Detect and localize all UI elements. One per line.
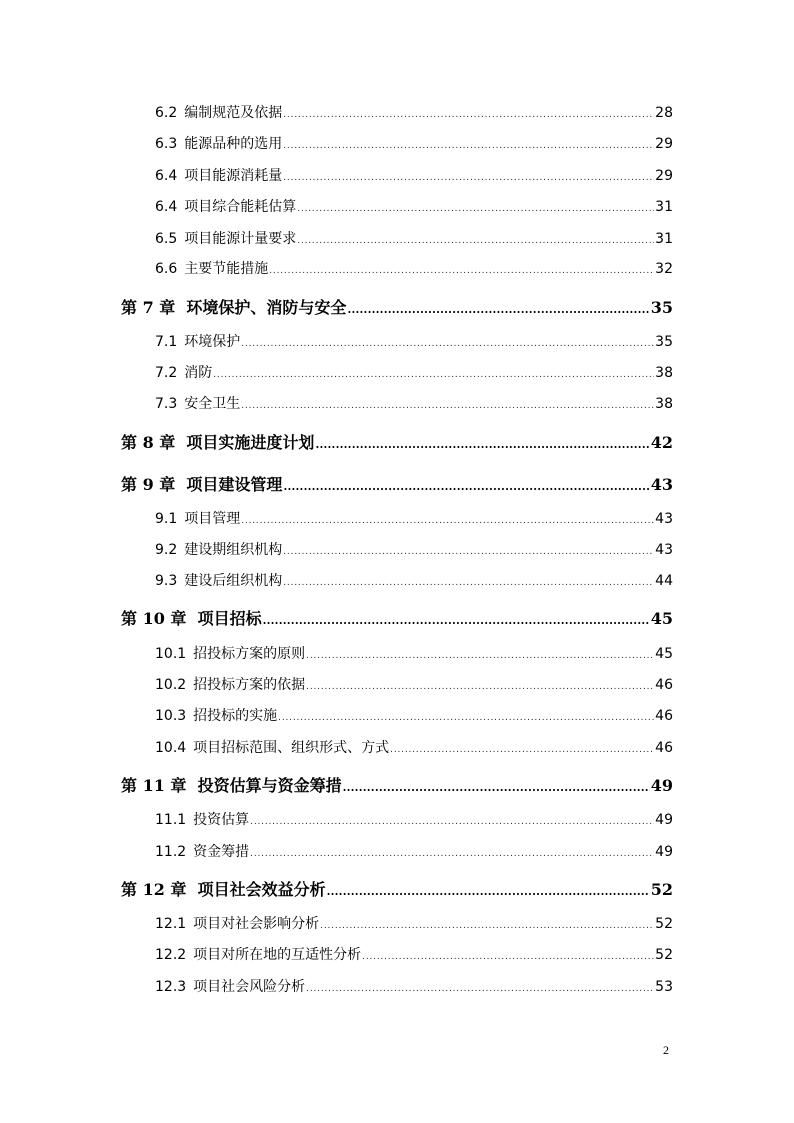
- toc-chapter-entry[interactable]: [121, 773, 673, 796]
- section-title: 项目招标范围、组织形式、方式: [193, 740, 390, 756]
- dot-leader: [306, 979, 654, 993]
- toc-entry[interactable]: [155, 976, 673, 996]
- section-title: 项目综合能耗估算: [184, 199, 297, 215]
- page-ref: 31: [655, 199, 673, 215]
- section-number: 10.4: [155, 740, 187, 756]
- page-ref: 46: [655, 708, 673, 724]
- section-title: 资金筹措: [193, 844, 250, 860]
- dot-leader: [283, 105, 654, 119]
- toc-entry[interactable]: [155, 643, 673, 663]
- chapter-title: 投资估算与资金筹措: [197, 776, 342, 795]
- page-ref: 35: [650, 298, 673, 317]
- section-title: 安全卫生: [184, 396, 241, 412]
- dot-leader: [297, 199, 654, 213]
- toc-entry[interactable]: [155, 944, 673, 964]
- dot-leader: [213, 365, 654, 379]
- dot-leader: [315, 433, 649, 449]
- page-ref: 46: [655, 740, 673, 756]
- section-title: 项目对社会影响分析: [193, 916, 320, 932]
- toc-chapter-entry[interactable]: [121, 606, 673, 629]
- page-ref: 43: [650, 475, 673, 494]
- chapter-title: 项目社会效益分析: [197, 880, 326, 899]
- toc-entry[interactable]: [155, 539, 673, 559]
- chapter-title: 项目建设管理: [186, 475, 283, 494]
- section-number: 12.3: [155, 979, 187, 995]
- section-title: 项目对所在地的互适性分析: [193, 947, 362, 963]
- chapter-title: 环境保护、消防与安全: [186, 298, 347, 317]
- dot-leader: [306, 677, 654, 691]
- dot-leader: [283, 475, 649, 491]
- toc-entry[interactable]: [155, 913, 673, 933]
- section-number: 10.1: [155, 646, 187, 662]
- toc-entry[interactable]: [155, 102, 673, 122]
- section-number: 12.2: [155, 947, 187, 963]
- dot-leader: [283, 168, 654, 182]
- section-number: 10.3: [155, 708, 187, 724]
- page-ref: 29: [655, 136, 673, 152]
- chapter-title: 项目招标: [197, 609, 262, 628]
- page-ref: 31: [655, 231, 673, 247]
- section-number: 7.1: [155, 334, 178, 350]
- toc-entry[interactable]: [155, 133, 673, 153]
- page-ref: 38: [655, 396, 673, 412]
- toc-entry[interactable]: [155, 674, 673, 694]
- section-number: 10.2: [155, 677, 187, 693]
- dot-leader: [390, 740, 654, 754]
- page-ref: 52: [650, 880, 673, 899]
- toc-entry[interactable]: [155, 737, 673, 757]
- page-ref: 29: [655, 168, 673, 184]
- toc-entry[interactable]: [155, 196, 673, 216]
- section-title: 环境保护: [184, 334, 241, 350]
- page-ref: 42: [650, 433, 673, 452]
- toc-chapter-entry[interactable]: [121, 877, 673, 900]
- toc-entry[interactable]: [155, 165, 673, 185]
- dot-leader: [283, 136, 654, 150]
- section-number: 6.6: [155, 261, 178, 277]
- page-ref: 49: [650, 776, 673, 795]
- dot-leader: [263, 609, 650, 625]
- section-number: 7.3: [155, 396, 178, 412]
- page-ref: 35: [655, 334, 673, 350]
- toc-entry[interactable]: [155, 809, 673, 829]
- dot-leader: [250, 844, 654, 858]
- section-title: 招投标的实施: [193, 708, 278, 724]
- page-ref: 38: [655, 365, 673, 381]
- dot-leader: [241, 396, 654, 410]
- section-title: 投资估算: [193, 812, 250, 828]
- section-title: 消防: [184, 365, 213, 381]
- page-ref: 52: [655, 916, 673, 932]
- page-ref: 46: [655, 677, 673, 693]
- chapter-number: 第 7 章: [121, 298, 176, 317]
- toc-entry[interactable]: [155, 258, 673, 278]
- page-ref: 45: [650, 609, 673, 628]
- dot-leader: [362, 947, 654, 961]
- toc-entry[interactable]: [155, 508, 673, 528]
- section-number: 11.1: [155, 812, 187, 828]
- section-number: 6.4: [155, 168, 178, 184]
- section-title: 项目能源计量要求: [184, 231, 297, 247]
- section-number: 11.2: [155, 844, 187, 860]
- toc-chapter-entry[interactable]: [121, 295, 673, 318]
- toc-chapter-entry[interactable]: [121, 430, 673, 453]
- dot-leader: [297, 231, 654, 245]
- section-number: 9.3: [155, 573, 178, 589]
- toc-entry[interactable]: [155, 570, 673, 590]
- toc-entry[interactable]: [155, 841, 673, 861]
- section-title: 招投标方案的依据: [193, 677, 306, 693]
- dot-leader: [306, 646, 654, 660]
- section-title: 项目社会风险分析: [193, 979, 306, 995]
- page-ref: 52: [655, 947, 673, 963]
- section-number: 6.3: [155, 136, 178, 152]
- dot-leader: [269, 261, 654, 275]
- toc-entry[interactable]: [155, 393, 673, 413]
- dot-leader: [250, 812, 654, 826]
- section-title: 项目管理: [184, 511, 241, 527]
- page-number: 2: [663, 1043, 669, 1057]
- section-title: 编制规范及依据: [184, 105, 283, 121]
- dot-leader: [320, 916, 654, 930]
- section-number: 6.4: [155, 199, 178, 215]
- section-title: 主要节能措施: [184, 261, 269, 277]
- chapter-title: 项目实施进度计划: [186, 433, 315, 452]
- section-title: 建设期组织机构: [184, 542, 283, 558]
- section-title: 建设后组织机构: [184, 573, 283, 589]
- page-ref: 43: [655, 542, 673, 558]
- page-ref: 43: [655, 511, 673, 527]
- dot-leader: [347, 298, 649, 314]
- dot-leader: [241, 511, 654, 525]
- section-number: 7.2: [155, 365, 178, 381]
- page-ref: 28: [655, 105, 673, 121]
- dot-leader: [283, 573, 654, 587]
- page-ref: 49: [655, 844, 673, 860]
- chapter-number: 第 10 章: [121, 609, 187, 628]
- section-number: 6.5: [155, 231, 178, 247]
- section-title: 招投标方案的原则: [193, 646, 306, 662]
- chapter-number: 第 11 章: [121, 776, 187, 795]
- section-number: 6.2: [155, 105, 178, 121]
- chapter-number: 第 12 章: [121, 880, 187, 899]
- section-number: 9.1: [155, 511, 178, 527]
- toc-entry[interactable]: [155, 362, 673, 382]
- toc-chapter-entry[interactable]: [121, 472, 673, 495]
- dot-leader: [343, 776, 650, 792]
- chapter-number: 第 9 章: [121, 475, 176, 494]
- dot-leader: [278, 708, 654, 722]
- page-ref: 32: [655, 261, 673, 277]
- dot-leader: [283, 542, 654, 556]
- page-ref: 44: [655, 573, 673, 589]
- section-title: 能源品种的选用: [184, 136, 283, 152]
- chapter-number: 第 8 章: [121, 433, 176, 452]
- section-number: 12.1: [155, 916, 187, 932]
- page-ref: 53: [655, 979, 673, 995]
- page-ref: 49: [655, 812, 673, 828]
- toc-entry[interactable]: [155, 228, 673, 248]
- dot-leader: [327, 880, 650, 896]
- toc-entry[interactable]: [155, 331, 673, 351]
- section-title: 项目能源消耗量: [184, 168, 283, 184]
- dot-leader: [241, 334, 654, 348]
- section-number: 9.2: [155, 542, 178, 558]
- toc-entry[interactable]: [155, 705, 673, 725]
- page-ref: 45: [655, 646, 673, 662]
